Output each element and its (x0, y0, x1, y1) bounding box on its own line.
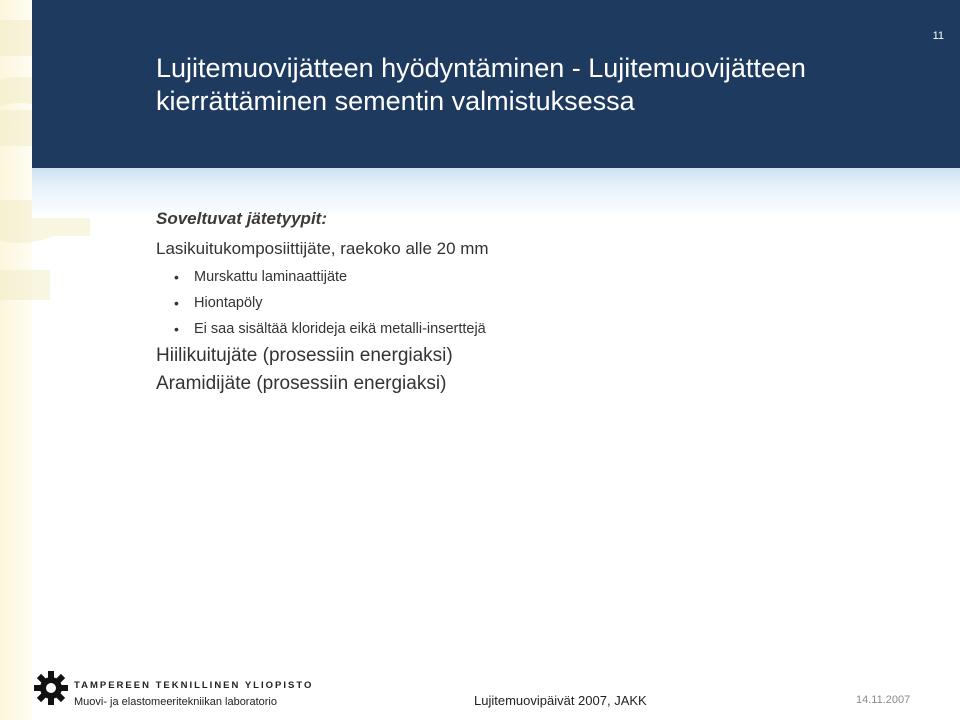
bullet-item (174, 290, 916, 316)
bullet-text: Ei saa sisältää klorideja eikä metalli-inserttejä (194, 321, 486, 337)
content-item-aramid: Aramidijäte (prosessiin energiaksi) (156, 373, 447, 394)
title-line-2: kierrättäminen sementin valmistuksessa (156, 86, 635, 116)
slide-title (156, 52, 916, 118)
slide-content (156, 208, 916, 398)
bullet-item (174, 316, 916, 342)
bullet-text: Murskattu laminaattijäte (194, 269, 348, 285)
university-logo-icon (34, 671, 68, 705)
footer (0, 665, 960, 720)
content-item-glassfiber: Lasikuitukomposiittijäte, raekoko alle 20 mm (156, 239, 489, 258)
laboratory-name: Muovi- ja elastomeeritekniikan laboratorio (74, 696, 277, 708)
slide-number: 11 (932, 30, 944, 42)
bullet-icon: • (174, 321, 179, 337)
event-name: Lujitemuovipäivät 2007, JAKK (474, 693, 647, 708)
content-subtitle: Soveltuvat jätetyypit: (156, 209, 327, 228)
bullet-text: Hiontapöly (194, 295, 263, 311)
university-name: TAMPEREEN TEKNILLINEN YLIOPISTO (74, 680, 314, 691)
content-item-carbonfiber: Hiilikuitujäte (prosessiin energiaksi) (156, 345, 453, 366)
bullet-icon: • (174, 295, 179, 311)
bullet-icon: • (174, 269, 179, 285)
presentation-date: 14.11.2007 (856, 694, 911, 706)
title-line-1: Lujitemuovijätteen hyödyntäminen - Lujitemuovijätteen (156, 53, 806, 83)
bullet-list (156, 264, 916, 342)
bullet-item (174, 264, 916, 290)
